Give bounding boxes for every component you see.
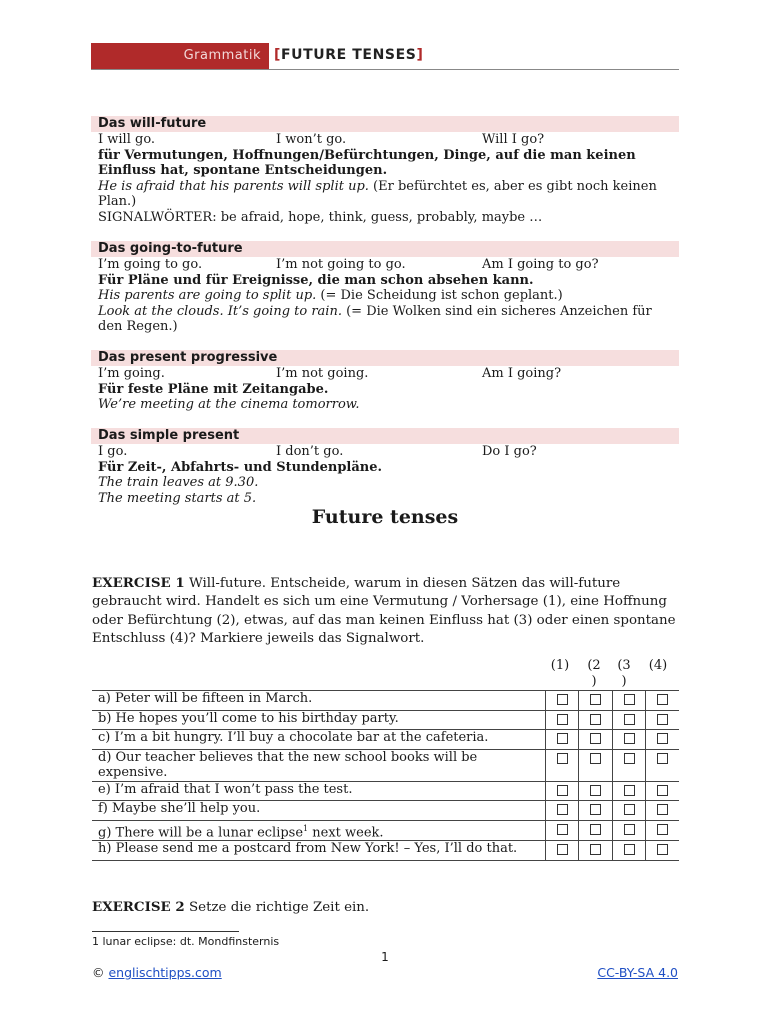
checkbox-2[interactable]	[590, 804, 601, 815]
section-heading: Das present progressive	[91, 350, 679, 366]
checkbox-cell	[579, 801, 613, 821]
section-heading: Das going-to-future	[91, 241, 679, 257]
sentence-text: h) Please send me a postcard from New York! – Yes, I’ll do that.	[98, 841, 518, 857]
sentence-text: b) He hopes you’ll come to his birthday party.	[98, 710, 399, 726]
checkbox-cell	[545, 730, 579, 750]
section-present-progressive	[91, 350, 679, 413]
form-negative: I don’t go.	[276, 444, 344, 459]
checkbox-1[interactable]	[557, 804, 568, 815]
checkbox-3[interactable]	[624, 785, 635, 796]
form-question: Do I go?	[482, 444, 537, 459]
footnote-marker: 1	[303, 823, 309, 833]
sentence-text: g) There will be a lunar eclipse	[98, 824, 304, 840]
checkbox-4[interactable]	[657, 753, 668, 764]
exercise-sentence	[92, 710, 545, 730]
form-positive: I go.	[98, 444, 128, 459]
checkbox-cell	[646, 841, 679, 861]
example-line	[91, 304, 679, 335]
column-header-3: (3 )	[617, 658, 631, 689]
checkbox-cell	[545, 801, 579, 821]
checkbox-cell	[612, 691, 646, 711]
signal-words: SIGNALWÖRTER: be afraid, hope, think, guess, probably, maybe …	[98, 209, 543, 225]
checkbox-2[interactable]	[590, 785, 601, 796]
checkbox-1[interactable]	[557, 714, 568, 725]
usage-text: Für Zeit-, Abfahrts- und Stundenpläne.	[98, 459, 383, 475]
checkbox-cell	[646, 820, 679, 841]
checkbox-cell	[612, 730, 646, 750]
checkbox-cell	[612, 781, 646, 801]
usage-text: Für Pläne und für Ereignisse, die man schon absehen kann.	[98, 272, 534, 288]
checkbox-cell	[579, 730, 613, 750]
header-title	[274, 47, 423, 63]
checkbox-cell	[579, 710, 613, 730]
checkbox-cell	[545, 781, 579, 801]
form-question: Will I go?	[482, 132, 545, 147]
usage-text: Für feste Pläne mit Zeitangabe.	[98, 381, 329, 397]
form-negative: I won’t go.	[276, 132, 347, 147]
sentence-text: a) Peter will be fifteen in March.	[98, 691, 313, 706]
example-line	[91, 179, 679, 210]
checkbox-3[interactable]	[624, 714, 635, 725]
checkbox-cell	[579, 749, 613, 781]
checkbox-cell	[545, 710, 579, 730]
checkbox-3[interactable]	[624, 733, 635, 744]
license-link[interactable]: CC-BY-SA 4.0	[597, 965, 678, 980]
column-header-2: (2 )	[587, 658, 601, 689]
form-question: Am I going?	[482, 366, 562, 381]
checkbox-2[interactable]	[590, 714, 601, 725]
header-section-label: Grammatik	[183, 48, 261, 63]
checkbox-1[interactable]	[557, 785, 568, 796]
exercise-sentence	[92, 841, 545, 861]
checkbox-cell	[612, 841, 646, 861]
checkbox-cell	[646, 749, 679, 781]
checkbox-3[interactable]	[624, 804, 635, 815]
exercise1-label: EXERCISE 1	[92, 575, 185, 591]
main-title: Future tenses	[311, 506, 459, 528]
form-row	[91, 257, 679, 273]
exercise2-instructions	[92, 898, 682, 917]
example-note: (Er befürchtet es, aber es gibt noch keinen Plan.)	[98, 178, 657, 209]
usage-text: für Vermutungen, Hoffnungen/Befürchtungen, Dinge, auf die man keinen Einfluss hat, spontane Entscheidungen.	[98, 147, 636, 178]
checkbox-cell	[646, 801, 679, 821]
section-will-future	[91, 116, 679, 225]
checkbox-cell	[612, 801, 646, 821]
page-number: 1	[381, 950, 389, 964]
checkbox-4[interactable]	[657, 694, 668, 705]
section-heading: Das will-future	[91, 116, 679, 132]
checkbox-cell	[612, 749, 646, 781]
table-row	[92, 820, 679, 841]
table-row	[92, 691, 679, 711]
example-italic: His parents are going to split up.	[98, 288, 317, 303]
form-positive: I’m going.	[98, 366, 165, 381]
table-row	[92, 801, 679, 821]
exercise-sentence	[92, 781, 545, 801]
exercise2-text: Setze die richtige Zeit ein.	[184, 900, 370, 915]
footnote: 1 lunar eclipse: dt. Mondfinsternis	[92, 935, 280, 948]
checkbox-3[interactable]	[624, 824, 635, 835]
checkbox-2[interactable]	[590, 753, 601, 764]
copyright-symbol: ©	[92, 965, 105, 980]
checkbox-cell	[646, 730, 679, 750]
sentence-text: e) I’m afraid that I won’t pass the test.	[98, 781, 353, 797]
exercise2-label: EXERCISE 2	[92, 899, 185, 915]
checkbox-3[interactable]	[624, 694, 635, 705]
checkbox-cell	[646, 710, 679, 730]
table-row	[92, 710, 679, 730]
exercise-sentence	[92, 801, 545, 821]
form-positive: I will go.	[98, 132, 156, 147]
exercise-sentence	[92, 691, 545, 711]
checkbox-cell	[545, 820, 579, 841]
footer-left	[92, 965, 222, 980]
section-simple-present	[91, 428, 679, 506]
page-header	[91, 43, 679, 70]
checkbox-1[interactable]	[557, 733, 568, 744]
form-row	[91, 366, 679, 382]
form-row	[91, 132, 679, 148]
column-header-1: (1)	[550, 658, 570, 673]
exercise-sentence	[92, 749, 545, 781]
example-line	[91, 288, 679, 304]
table-row	[92, 730, 679, 750]
exercise1-instructions	[92, 574, 682, 648]
checkbox-cell	[646, 691, 679, 711]
checkbox-4[interactable]	[657, 733, 668, 744]
example-italic: We’re meeting at the cinema tomorrow.	[98, 397, 360, 412]
section-going-to-future	[91, 241, 679, 335]
exercise1-table	[92, 690, 679, 861]
checkbox-cell	[579, 820, 613, 841]
checkbox-3[interactable]	[624, 753, 635, 764]
checkbox-1[interactable]	[557, 824, 568, 835]
checkbox-cell	[579, 781, 613, 801]
table-row	[92, 749, 679, 781]
footnote-divider	[92, 931, 239, 932]
table-row	[92, 841, 679, 861]
checkbox-cell	[579, 841, 613, 861]
sentence-text-rest: next week.	[308, 824, 384, 840]
form-negative: I’m not going.	[276, 366, 369, 381]
checkbox-cell	[545, 749, 579, 781]
sentence-text: c) I’m a bit hungry. I’ll buy a chocolate bar at the cafeteria.	[98, 730, 489, 745]
exercise1-text: Will-future. Entscheide, warum in diesen Sätzen das will-future gebraucht wird. Handelt es sich um eine Vermutung / Vorhersage (1), eine Hoffnung oder Befürchtung (2), etwas, auf das man keinen Einfluss hat (3) oder einen spontane Entschluss (4)? Markiere jeweils das Signalwort.	[92, 576, 676, 646]
form-question: Am I going to go?	[482, 257, 599, 272]
exercise-sentence	[92, 820, 545, 841]
checkbox-4[interactable]	[657, 844, 668, 855]
example-italic: Look at the clouds. It’s going to rain.	[98, 303, 342, 319]
form-negative: I’m not going to go.	[276, 257, 406, 272]
checkbox-4[interactable]	[657, 804, 668, 815]
checkbox-4[interactable]	[657, 714, 668, 725]
checkbox-cell	[579, 691, 613, 711]
example-note: (= Die Wolken sind ein sicheres Anzeichen für den Regen.)	[98, 303, 652, 334]
checkbox-cell	[545, 841, 579, 861]
checkbox-cell	[545, 691, 579, 711]
checkbox-1[interactable]	[557, 844, 568, 855]
column-header-4: (4)	[648, 658, 668, 673]
checkbox-2[interactable]	[590, 844, 601, 855]
checkbox-2[interactable]	[590, 824, 601, 835]
exercise-sentence	[92, 730, 545, 750]
example-note: (= Die Scheidung ist schon geplant.)	[316, 288, 563, 303]
checkbox-1[interactable]	[557, 694, 568, 705]
example-italic: The train leaves at 9.30.	[98, 475, 259, 490]
example-italic: He is afraid that his parents will split up.	[98, 178, 369, 194]
example-italic: The meeting starts at 5.	[98, 490, 257, 506]
checkbox-1[interactable]	[557, 753, 568, 764]
header-title-text: FUTURE TENSES	[281, 47, 417, 63]
checkbox-4[interactable]	[657, 785, 668, 796]
table-row	[92, 781, 679, 801]
form-row	[91, 444, 679, 460]
checkbox-cell	[612, 820, 646, 841]
sentence-text: f) Maybe she’ll help you.	[98, 801, 261, 816]
bracket-close: ]	[416, 47, 424, 63]
checkbox-cell	[612, 710, 646, 730]
section-heading: Das simple present	[91, 428, 679, 444]
site-link[interactable]: englischtipps.com	[108, 965, 222, 980]
checkbox-4[interactable]	[657, 824, 668, 835]
bracket-open: [	[274, 47, 281, 63]
header-section-box	[91, 43, 269, 69]
checkbox-cell	[646, 781, 679, 801]
checkbox-3[interactable]	[624, 844, 635, 855]
checkbox-2[interactable]	[590, 733, 601, 744]
form-positive: I’m going to go.	[98, 257, 203, 272]
checkbox-2[interactable]	[590, 694, 601, 705]
sentence-text: d) Our teacher believes that the new school books will be expensive.	[98, 749, 478, 780]
